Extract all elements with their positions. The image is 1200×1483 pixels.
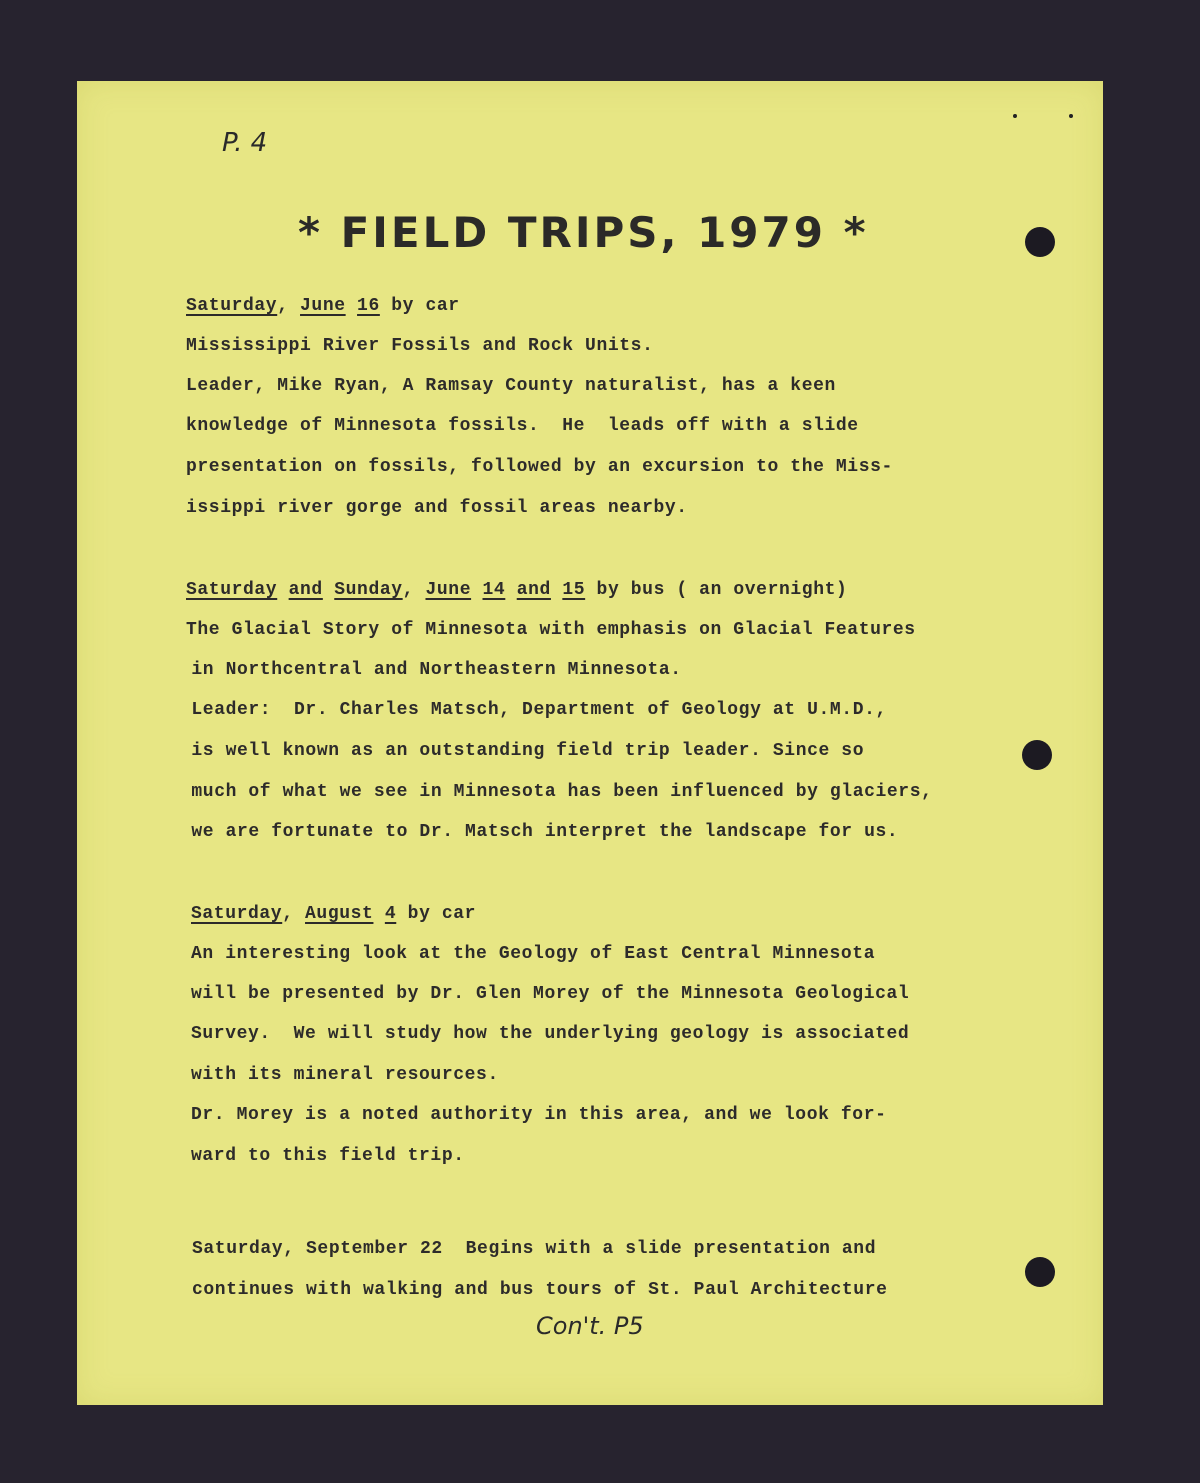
heading-date: 16 <box>357 296 380 316</box>
trip-1-line: Leader, Mike Ryan, A Ramsay County naturalist, has a keen <box>186 376 836 396</box>
trip-3-line: ward to this field trip. <box>191 1146 465 1166</box>
trip-2-line: Leader: Dr. Charles Matsch, Department of Geology at U.M.D., <box>180 700 887 720</box>
trip-2-line: The Glacial Story of Minnesota with emphasis on Glacial Features <box>186 620 916 640</box>
trip-1-line: issippi river gorge and fossil areas nearby. <box>186 498 688 518</box>
heading-day: Saturday <box>186 296 278 316</box>
trip-3-line: Dr. Morey is a noted authority in this area, and we look for- <box>191 1105 887 1125</box>
trip-3-line: An interesting look at the Geology of East Central Minnesota <box>191 944 876 964</box>
trip-3-line: will be presented by Dr. Glen Morey of the Minnesota Geological <box>191 984 910 1004</box>
punch-hole-middle <box>1022 740 1052 770</box>
handwritten-page-number: P. 4 <box>222 128 268 158</box>
trip-2-heading: Saturday and Sunday, June 14 and 15 by bus ( an overnight) <box>186 580 848 600</box>
trip-1-line: knowledge of Minnesota fossils. He leads off with a slide <box>186 416 859 436</box>
pin-hole <box>1069 114 1073 118</box>
trip-1-line: presentation on fossils, followed by an excursion to the Miss- <box>186 457 893 477</box>
trip-1-heading: Saturday, June 16 by car <box>186 296 460 316</box>
trip-1-line: Mississippi River Fossils and Rock Units. <box>186 336 654 356</box>
trip-2-line: is well known as an outstanding field trip leader. Since so <box>180 741 865 761</box>
punch-hole-top <box>1025 227 1055 257</box>
pin-hole <box>1013 114 1017 118</box>
handwritten-continuation-note: Con't. P5 <box>536 1312 644 1340</box>
trip-2-line: in Northcentral and Northeastern Minnesota. <box>180 660 682 680</box>
trip-2-line: much of what we see in Minnesota has been influenced by glaciers, <box>180 782 933 802</box>
punch-hole-bottom <box>1025 1257 1055 1287</box>
page-title: * FIELD TRIPS, 1979 * <box>298 208 869 257</box>
trip-3-heading: Saturday, August 4 by car <box>191 904 477 924</box>
heading-month: June <box>300 296 346 316</box>
trip-3-line: with its mineral resources. <box>191 1065 499 1085</box>
trip-2-line: we are fortunate to Dr. Matsch interpret the landscape for us. <box>180 822 899 842</box>
trip-4-line: Saturday, September 22 Begins with a slide presentation and <box>192 1239 877 1259</box>
trip-4-line: continues with walking and bus tours of St. Paul Architecture <box>192 1280 888 1300</box>
trip-3-line: Survey. We will study how the underlying geology is associated <box>191 1024 910 1044</box>
